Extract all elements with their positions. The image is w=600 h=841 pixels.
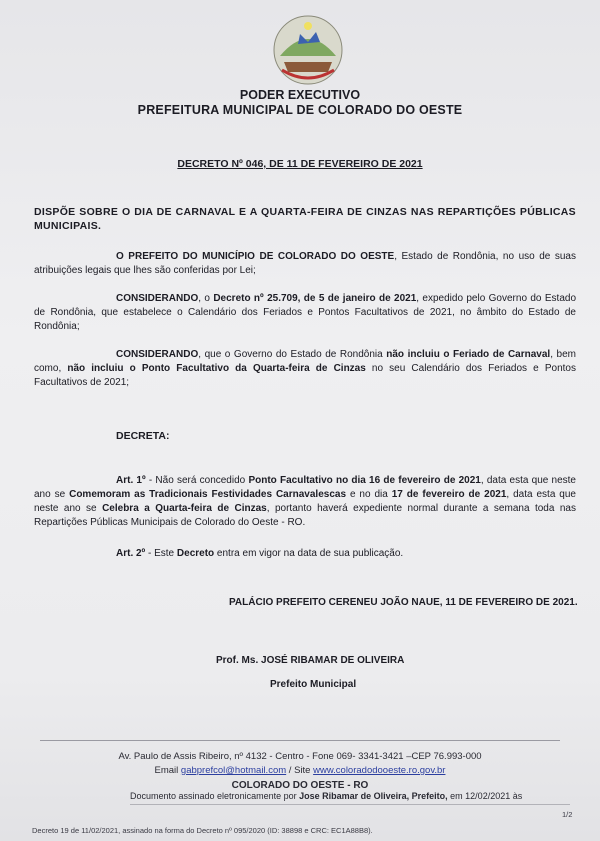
article-1-bold-a: Ponto Facultativo no dia 16 de fevereiro de 2021 <box>248 475 481 486</box>
signature-note-text-a: Documento assinado eletronicamente por <box>130 791 300 801</box>
article-1-label: Art. 1º <box>116 475 146 486</box>
preamble-paragraph <box>34 250 576 278</box>
article-1-text-b: , data esta que neste ano se <box>34 475 576 500</box>
considerando-2-paragraph <box>34 348 576 390</box>
considerando-2-bold-a: não incluiu o Feriado de Carnaval <box>386 349 551 360</box>
considerando-1-decree-ref: Decreto nº 25.709, de 5 de janeiro de 2021 <box>213 293 417 304</box>
footer-email-link[interactable]: gabprefcol@hotmail.com <box>180 765 287 776</box>
signature-note-divider <box>130 804 570 805</box>
footer-email-label: Email <box>154 765 181 776</box>
page-number: 1/2 <box>562 810 573 819</box>
preamble-text: , Estado de Rondônia, no uso de suas atribuições legais que lhes são conferidas por Lei; <box>34 251 576 276</box>
footer-city: COLORADO DO OESTE - RO <box>231 780 369 791</box>
decree-title: DECRETO Nº 046, DE 11 DE FEVEREIRO DE 2021 <box>177 158 423 170</box>
considerando-2-text-a: , que o Governo do Estado de Rondônia <box>198 349 387 360</box>
article-2-bold: Decreto <box>176 548 215 559</box>
article-1-bold-d: Celebra a Quarta-feira de Cinzas <box>102 503 267 514</box>
bottom-reference-note: Decreto 19 de 11/02/2021, assinado na forma do Decreto nº 095/2020 (ID: 38898 e CRC: EC1A88B8). <box>32 826 373 835</box>
footer-divider <box>40 740 560 741</box>
signatory-name: Prof. Ms. JOSÉ RIBAMAR DE OLIVEIRA <box>216 655 405 666</box>
header-line-2: PREFEITURA MUNICIPAL DE COLORADO DO OESTE <box>137 103 463 117</box>
article-1-text-c: e no dia <box>346 489 392 500</box>
article-2-text-b: entra em vigor na data de sua publicação. <box>214 548 404 559</box>
article-1-bold-c: 17 de fevereiro de 2021 <box>391 489 507 500</box>
article-2-paragraph <box>34 547 576 561</box>
article-1-text-a: - Não será concedido <box>145 475 249 486</box>
footer-address: Av. Paulo de Assis Ribeiro, nº 4132 - Centro - Fone 069- 3341-3421 –CEP 76.993-000 <box>118 751 482 762</box>
signature-note-signer: Jose Ribamar de Oliveira, Prefeito, <box>299 791 448 801</box>
article-1-text-e: , portanto haverá expediente normal durante a semana toda nas Repartições Públicas Municipais de Colorado do Oeste - RO. <box>34 503 576 528</box>
article-1-bold-b: Comemoram as Tradicionais Festividades Carnavalescas <box>69 489 347 500</box>
electronic-signature-note <box>130 791 522 801</box>
municipal-coat-of-arms <box>270 12 346 88</box>
considerando-1-text-b: , expedido pelo Governo do Estado de Rondônia, que estabelece o Calendário dos Feriados e Pontos Facultativos de 2021, no âmbito do Estado de Rondônia; <box>34 293 577 332</box>
footer-site-link[interactable]: www.coloradodooeste.ro.gov.br <box>313 765 446 776</box>
considerando-2-bold-b: não incluiu o Ponto Facultativo da Quarta-feira de Cinzas <box>67 363 366 374</box>
considerando-1-text-a: , o <box>198 293 214 304</box>
considerando-1-label: CONSIDERANDO <box>116 293 199 304</box>
considerando-1-paragraph <box>34 292 576 334</box>
decree-subject: DISPÕE SOBRE O DIA DE CARNAVAL E A QUARTA-FEIRA DE CINZAS NAS REPARTIÇÕES PÚBLICAS MUNICIPAIS. <box>34 206 576 232</box>
article-1-paragraph <box>34 474 576 530</box>
considerando-2-label: CONSIDERANDO <box>116 349 199 360</box>
article-2-label: Art. 2º <box>116 548 146 559</box>
header-line-1: PODER EXECUTIVO <box>239 88 361 102</box>
decreta-heading: DECRETA: <box>116 430 170 442</box>
considerando-2-text-c: no seu Calendário dos Feriados e Pontos Facultativos de 2021; <box>34 363 576 388</box>
signature-note-text-b: em 12/02/2021 às <box>447 791 523 801</box>
preamble-bold: O PREFEITO DO MUNICÍPIO DE COLORADO DO OESTE <box>116 251 395 262</box>
footer-site-label: / Site <box>286 765 314 776</box>
footer-contact <box>0 765 600 776</box>
palace-date-line: PALÁCIO PREFEITO CERENEU JOÃO NAUE, 11 DE FEVEREIRO DE 2021. <box>229 597 578 608</box>
considerando-2-text-b: , bem como, <box>34 349 576 374</box>
article-1-text-d: , data esta que neste ano se <box>34 489 576 514</box>
signatory-role: Prefeito Municipal <box>270 679 357 690</box>
article-2-text-a: - Este <box>145 548 177 559</box>
